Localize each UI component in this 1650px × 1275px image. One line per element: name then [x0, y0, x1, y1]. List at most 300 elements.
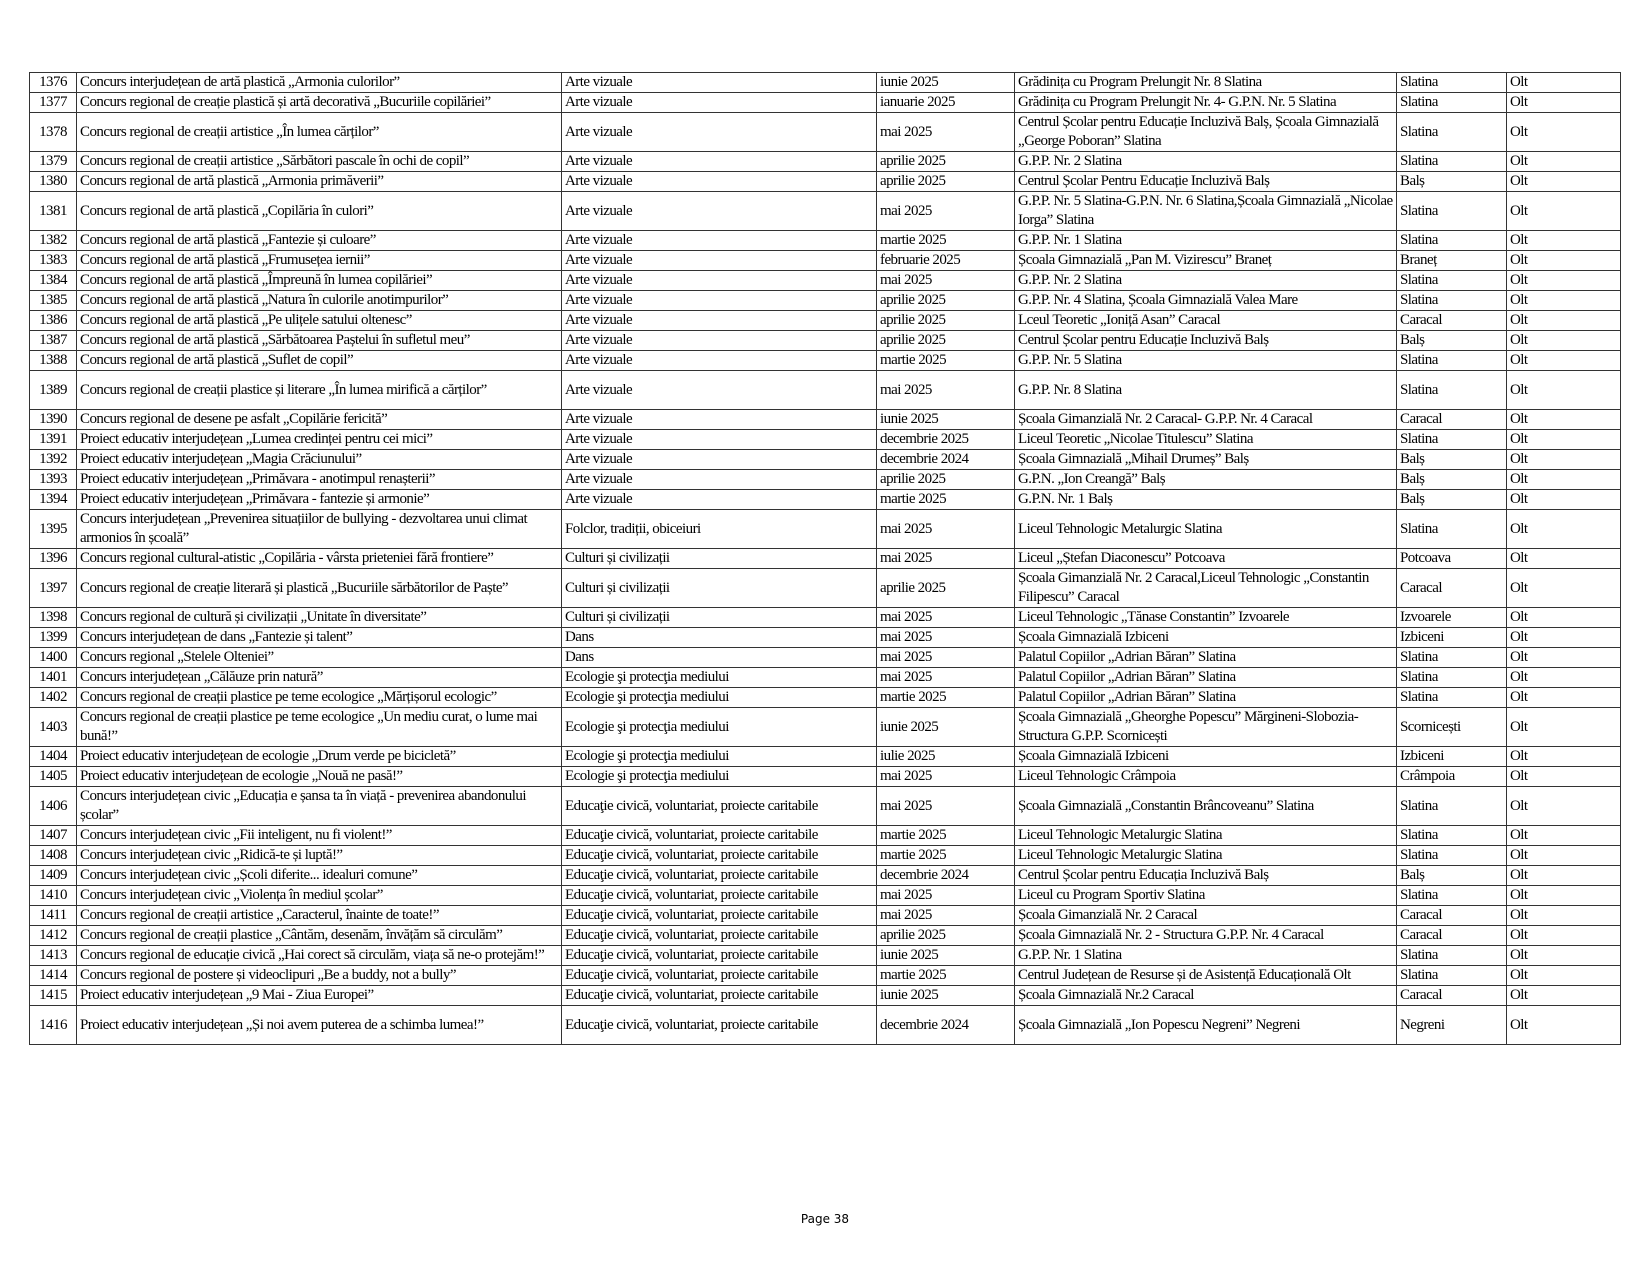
- activity-title-cell: Proiect educativ interjudețean „Magia Crăciunului”: [77, 450, 562, 470]
- period-cell: aprilie 2025: [877, 291, 1015, 311]
- table-row: [30, 787, 1621, 826]
- activity-title-cell: Concurs interjudețean civic „Școli diferite... idealuri comune”: [77, 866, 562, 886]
- locality-cell: Slatina: [1397, 688, 1507, 708]
- table-row: [30, 113, 1621, 152]
- row-number-cell: 1377: [30, 93, 77, 113]
- domain-cell: Educaţie civică, voluntariat, proiecte caritabile: [562, 926, 877, 946]
- domain-cell: Arte vizuale: [562, 450, 877, 470]
- county-cell: Olt: [1507, 371, 1621, 410]
- row-number-cell: 1395: [30, 510, 77, 549]
- organizing-institution-cell: Centrul Școlar pentru Educație Incluzivă Balș: [1015, 331, 1397, 351]
- period-cell: aprilie 2025: [877, 569, 1015, 608]
- table-row: [30, 331, 1621, 351]
- row-number-cell: 1391: [30, 430, 77, 450]
- domain-cell: Educaţie civică, voluntariat, proiecte caritabile: [562, 906, 877, 926]
- organizing-institution-cell: Școala Gimanzială Nr. 2 Caracal,Liceul Tehnologic „Constantin Filipescu” Caracal: [1015, 569, 1397, 608]
- domain-cell: Educaţie civică, voluntariat, proiecte caritabile: [562, 787, 877, 826]
- organizing-institution-cell: Liceul Tehnologic Metalurgic Slatina: [1015, 510, 1397, 549]
- period-cell: mai 2025: [877, 767, 1015, 787]
- domain-cell: Arte vizuale: [562, 73, 877, 93]
- county-cell: Olt: [1507, 271, 1621, 291]
- locality-cell: Slatina: [1397, 291, 1507, 311]
- domain-cell: Educaţie civică, voluntariat, proiecte caritabile: [562, 1006, 877, 1045]
- row-number-cell: 1403: [30, 708, 77, 747]
- county-cell: Olt: [1507, 688, 1621, 708]
- county-cell: Olt: [1507, 73, 1621, 93]
- county-cell: Olt: [1507, 886, 1621, 906]
- table-row: [30, 311, 1621, 331]
- county-cell: Olt: [1507, 826, 1621, 846]
- county-cell: Olt: [1507, 1006, 1621, 1045]
- organizing-institution-cell: G.P.P. Nr. 5 Slatina: [1015, 351, 1397, 371]
- period-cell: martie 2025: [877, 846, 1015, 866]
- table-row: [30, 510, 1621, 549]
- county-cell: Olt: [1507, 490, 1621, 510]
- row-number-cell: 1396: [30, 549, 77, 569]
- organizing-institution-cell: Școala Gimnazială „Mihail Drumeș” Balș: [1015, 450, 1397, 470]
- period-cell: mai 2025: [877, 192, 1015, 231]
- table-row: [30, 152, 1621, 172]
- activity-title-cell: Concurs regional de creații artistice „În lumea cărților”: [77, 113, 562, 152]
- table-row: [30, 569, 1621, 608]
- county-cell: Olt: [1507, 846, 1621, 866]
- county-cell: Olt: [1507, 767, 1621, 787]
- domain-cell: Arte vizuale: [562, 192, 877, 231]
- table-row: [30, 1006, 1621, 1045]
- domain-cell: Arte vizuale: [562, 251, 877, 271]
- locality-cell: Caracal: [1397, 410, 1507, 430]
- domain-cell: Ecologie şi protecţia mediului: [562, 767, 877, 787]
- table-row: [30, 688, 1621, 708]
- domain-cell: Arte vizuale: [562, 470, 877, 490]
- page-number: Page 38: [800, 1212, 850, 1226]
- domain-cell: Arte vizuale: [562, 410, 877, 430]
- organizing-institution-cell: G.P.N. „Ion Creangă” Balș: [1015, 470, 1397, 490]
- domain-cell: Ecologie şi protecţia mediului: [562, 688, 877, 708]
- organizing-institution-cell: Palatul Copiilor „Adrian Băran” Slatina: [1015, 668, 1397, 688]
- organizing-institution-cell: G.P.P. Nr. 8 Slatina: [1015, 371, 1397, 410]
- activity-title-cell: Concurs regional de creații artistice „Caracterul, înainte de toate!”: [77, 906, 562, 926]
- row-number-cell: 1410: [30, 886, 77, 906]
- table-row: [30, 351, 1621, 371]
- activity-title-cell: Concurs regional de creații plastice pe teme ecologice „Un mediu curat, o lume mai bună!”: [77, 708, 562, 747]
- county-cell: Olt: [1507, 549, 1621, 569]
- row-number-cell: 1386: [30, 311, 77, 331]
- activity-title-cell: Concurs regional de artă plastică „Frumusețea iernii”: [77, 251, 562, 271]
- organizing-institution-cell: Centrul Școlar pentru Educație Incluzivă Balș, Școala Gimnazială „George Poboran” Slatina: [1015, 113, 1397, 152]
- county-cell: Olt: [1507, 172, 1621, 192]
- locality-cell: Slatina: [1397, 668, 1507, 688]
- organizing-institution-cell: Școala Gimnazială „Gheorghe Popescu” Mărgineni-Slobozia- Structura G.P.P. Scornicești: [1015, 708, 1397, 747]
- organizing-institution-cell: G.P.P. Nr. 4 Slatina, Școala Gimnazială Valea Mare: [1015, 291, 1397, 311]
- period-cell: mai 2025: [877, 608, 1015, 628]
- locality-cell: Slatina: [1397, 648, 1507, 668]
- domain-cell: Arte vizuale: [562, 93, 877, 113]
- domain-cell: Educaţie civică, voluntariat, proiecte caritabile: [562, 846, 877, 866]
- period-cell: aprilie 2025: [877, 470, 1015, 490]
- organizing-institution-cell: G.P.N. Nr. 1 Balș: [1015, 490, 1397, 510]
- row-number-cell: 1380: [30, 172, 77, 192]
- activity-title-cell: Concurs regional de creații plastice pe teme ecologice „Mărțișorul ecologic”: [77, 688, 562, 708]
- table-row: [30, 846, 1621, 866]
- locality-cell: Slatina: [1397, 966, 1507, 986]
- county-cell: Olt: [1507, 668, 1621, 688]
- table-row: [30, 946, 1621, 966]
- organizing-institution-cell: Școala Gimnazială Nr.2 Caracal: [1015, 986, 1397, 1006]
- activity-title-cell: Concurs regional de artă plastică „Natura în culorile anotimpurilor”: [77, 291, 562, 311]
- period-cell: februarie 2025: [877, 251, 1015, 271]
- activity-title-cell: Concurs regional de cultură și civilizații „Unitate în diversitate”: [77, 608, 562, 628]
- table-row: [30, 648, 1621, 668]
- period-cell: aprilie 2025: [877, 172, 1015, 192]
- row-number-cell: 1378: [30, 113, 77, 152]
- row-number-cell: 1381: [30, 192, 77, 231]
- period-cell: mai 2025: [877, 668, 1015, 688]
- activity-title-cell: Concurs interjudețean „Călăuze prin natură”: [77, 668, 562, 688]
- table-row: [30, 371, 1621, 410]
- period-cell: iunie 2025: [877, 410, 1015, 430]
- activity-title-cell: Concurs regional de artă plastică „Armonia primăverii”: [77, 172, 562, 192]
- locality-cell: Slatina: [1397, 510, 1507, 549]
- county-cell: Olt: [1507, 351, 1621, 371]
- table-row: [30, 251, 1621, 271]
- row-number-cell: 1400: [30, 648, 77, 668]
- period-cell: decembrie 2025: [877, 430, 1015, 450]
- organizing-institution-cell: Palatul Copiilor „Adrian Băran” Slatina: [1015, 688, 1397, 708]
- table-row: [30, 906, 1621, 926]
- locality-cell: Balș: [1397, 490, 1507, 510]
- table-row: [30, 271, 1621, 291]
- domain-cell: Ecologie şi protecţia mediului: [562, 747, 877, 767]
- activity-title-cell: Concurs interjudețean civic „Violența în mediul școlar”: [77, 886, 562, 906]
- period-cell: iunie 2025: [877, 708, 1015, 747]
- organizing-institution-cell: Lceul Teoretic „Ioniță Asan” Caracal: [1015, 311, 1397, 331]
- row-number-cell: 1388: [30, 351, 77, 371]
- row-number-cell: 1379: [30, 152, 77, 172]
- domain-cell: Educaţie civică, voluntariat, proiecte caritabile: [562, 826, 877, 846]
- county-cell: Olt: [1507, 93, 1621, 113]
- period-cell: mai 2025: [877, 648, 1015, 668]
- period-cell: iulie 2025: [877, 747, 1015, 767]
- table-row: [30, 430, 1621, 450]
- period-cell: iunie 2025: [877, 986, 1015, 1006]
- organizing-institution-cell: G.P.P. Nr. 2 Slatina: [1015, 271, 1397, 291]
- organizing-institution-cell: Școala Gimnazială Izbiceni: [1015, 747, 1397, 767]
- county-cell: Olt: [1507, 430, 1621, 450]
- organizing-institution-cell: Școala Gimanzială Nr. 2 Caracal- G.P.P. Nr. 4 Caracal: [1015, 410, 1397, 430]
- locality-cell: Caracal: [1397, 906, 1507, 926]
- domain-cell: Arte vizuale: [562, 490, 877, 510]
- table-row: [30, 291, 1621, 311]
- county-cell: Olt: [1507, 450, 1621, 470]
- period-cell: mai 2025: [877, 510, 1015, 549]
- row-number-cell: 1393: [30, 470, 77, 490]
- domain-cell: Culturi și civilizații: [562, 549, 877, 569]
- period-cell: mai 2025: [877, 549, 1015, 569]
- period-cell: martie 2025: [877, 231, 1015, 251]
- domain-cell: Arte vizuale: [562, 311, 877, 331]
- period-cell: aprilie 2025: [877, 331, 1015, 351]
- locality-cell: Crâmpoia: [1397, 767, 1507, 787]
- activity-title-cell: Concurs interjudețean de artă plastică „Armonia culorilor”: [77, 73, 562, 93]
- organizing-institution-cell: Liceul Tehnologic „Tănase Constantin” Izvoarele: [1015, 608, 1397, 628]
- table-row: [30, 231, 1621, 251]
- row-number-cell: 1394: [30, 490, 77, 510]
- organizing-institution-cell: Școala Gimanzială Nr. 2 Caracal: [1015, 906, 1397, 926]
- organizing-institution-cell: Palatul Copiilor „Adrian Băran” Slatina: [1015, 648, 1397, 668]
- county-cell: Olt: [1507, 113, 1621, 152]
- activity-title-cell: Concurs interjudețean civic „Educația e șansa ta în viață - prevenirea abandonului școlar”: [77, 787, 562, 826]
- row-number-cell: 1383: [30, 251, 77, 271]
- period-cell: mai 2025: [877, 906, 1015, 926]
- table-row: [30, 966, 1621, 986]
- organizing-institution-cell: Grădinița cu Program Prelungit Nr. 8 Slatina: [1015, 73, 1397, 93]
- row-number-cell: 1414: [30, 966, 77, 986]
- locality-cell: Slatina: [1397, 93, 1507, 113]
- row-number-cell: 1409: [30, 866, 77, 886]
- activity-title-cell: Proiect educativ interjudețean „Primăvara - fantezie și armonie”: [77, 490, 562, 510]
- organizing-institution-cell: Liceul Tehnologic Metalurgic Slatina: [1015, 846, 1397, 866]
- activity-title-cell: Concurs regional de artă plastică „Fantezie și culoare”: [77, 231, 562, 251]
- locality-cell: Slatina: [1397, 152, 1507, 172]
- organizing-institution-cell: Centrul Școlar Pentru Educație Incluzivă Balș: [1015, 172, 1397, 192]
- county-cell: Olt: [1507, 410, 1621, 430]
- locality-cell: Balș: [1397, 470, 1507, 490]
- activity-title-cell: Proiect educativ interjudețean de ecologie „Drum verde pe bicicletă”: [77, 747, 562, 767]
- locality-cell: Slatina: [1397, 192, 1507, 231]
- table-row: [30, 93, 1621, 113]
- row-number-cell: 1402: [30, 688, 77, 708]
- organizing-institution-cell: G.P.P. Nr. 1 Slatina: [1015, 231, 1397, 251]
- domain-cell: Arte vizuale: [562, 371, 877, 410]
- county-cell: Olt: [1507, 866, 1621, 886]
- table-row: [30, 73, 1621, 93]
- row-number-cell: 1404: [30, 747, 77, 767]
- county-cell: Olt: [1507, 311, 1621, 331]
- organizing-institution-cell: Liceul Tehnologic Crâmpoia: [1015, 767, 1397, 787]
- county-cell: Olt: [1507, 747, 1621, 767]
- county-cell: Olt: [1507, 926, 1621, 946]
- county-cell: Olt: [1507, 648, 1621, 668]
- row-number-cell: 1390: [30, 410, 77, 430]
- period-cell: martie 2025: [877, 688, 1015, 708]
- row-number-cell: 1415: [30, 986, 77, 1006]
- table-row: [30, 866, 1621, 886]
- activity-title-cell: Concurs regional de artă plastică „Pe ulițele satului oltenesc”: [77, 311, 562, 331]
- row-number-cell: 1382: [30, 231, 77, 251]
- organizing-institution-cell: Centrul Județean de Resurse și de Asistență Educațională Olt: [1015, 966, 1397, 986]
- period-cell: aprilie 2025: [877, 152, 1015, 172]
- row-number-cell: 1405: [30, 767, 77, 787]
- organizing-institution-cell: Liceul Teoretic „Nicolae Titulescu” Slatina: [1015, 430, 1397, 450]
- locality-cell: Slatina: [1397, 271, 1507, 291]
- county-cell: Olt: [1507, 906, 1621, 926]
- locality-cell: Negreni: [1397, 1006, 1507, 1045]
- activity-title-cell: Proiect educativ interjudețean „Și noi avem puterea de a schimba lumea!”: [77, 1006, 562, 1045]
- county-cell: Olt: [1507, 986, 1621, 1006]
- activity-title-cell: Concurs regional de postere și videoclipuri „Be a buddy, not a bully”: [77, 966, 562, 986]
- locality-cell: Izbiceni: [1397, 628, 1507, 648]
- period-cell: decembrie 2024: [877, 866, 1015, 886]
- locality-cell: Scornicești: [1397, 708, 1507, 747]
- county-cell: Olt: [1507, 251, 1621, 271]
- table-row: [30, 668, 1621, 688]
- locality-cell: Slatina: [1397, 73, 1507, 93]
- period-cell: martie 2025: [877, 351, 1015, 371]
- locality-cell: Slatina: [1397, 231, 1507, 251]
- activity-title-cell: Concurs regional de desene pe asfalt „Copilărie fericită”: [77, 410, 562, 430]
- activity-title-cell: Concurs regional „Stelele Olteniei”: [77, 648, 562, 668]
- county-cell: Olt: [1507, 966, 1621, 986]
- domain-cell: Arte vizuale: [562, 291, 877, 311]
- row-number-cell: 1407: [30, 826, 77, 846]
- organizing-institution-cell: Liceul Tehnologic Metalurgic Slatina: [1015, 826, 1397, 846]
- period-cell: ianuarie 2025: [877, 93, 1015, 113]
- activity-title-cell: Concurs regional de creații plastice „Cântăm, desenăm, învățăm să circulăm”: [77, 926, 562, 946]
- row-number-cell: 1399: [30, 628, 77, 648]
- period-cell: decembrie 2024: [877, 450, 1015, 470]
- domain-cell: Arte vizuale: [562, 271, 877, 291]
- county-cell: Olt: [1507, 608, 1621, 628]
- domain-cell: Culturi și civilizații: [562, 569, 877, 608]
- domain-cell: Culturi și civilizații: [562, 608, 877, 628]
- locality-cell: Caracal: [1397, 311, 1507, 331]
- domain-cell: Educaţie civică, voluntariat, proiecte caritabile: [562, 966, 877, 986]
- row-number-cell: 1376: [30, 73, 77, 93]
- locality-cell: Izbiceni: [1397, 747, 1507, 767]
- organizing-institution-cell: Școala Gimnazială „Ion Popescu Negreni” Negreni: [1015, 1006, 1397, 1045]
- activity-title-cell: Concurs regional de creații plastice și literare „În lumea mirifică a cărților”: [77, 371, 562, 410]
- organizing-institution-cell: Școala Gimnazială „Constantin Brâncoveanu” Slatina: [1015, 787, 1397, 826]
- table-row: [30, 490, 1621, 510]
- county-cell: Olt: [1507, 291, 1621, 311]
- activity-title-cell: Concurs regional de creații artistice „Sărbători pascale în ochi de copil”: [77, 152, 562, 172]
- activity-title-cell: Concurs interjudețean de dans „Fantezie și talent”: [77, 628, 562, 648]
- locality-cell: Potcoava: [1397, 549, 1507, 569]
- domain-cell: Arte vizuale: [562, 331, 877, 351]
- activity-title-cell: Concurs regional de artă plastică „Copilăria în culori”: [77, 192, 562, 231]
- activity-title-cell: Concurs regional de artă plastică „Suflet de copil”: [77, 351, 562, 371]
- domain-cell: Arte vizuale: [562, 113, 877, 152]
- table-body: [30, 73, 1621, 1045]
- locality-cell: Slatina: [1397, 113, 1507, 152]
- organizing-institution-cell: Școala Gimnazială „Pan M. Vizirescu” Braneț: [1015, 251, 1397, 271]
- county-cell: Olt: [1507, 231, 1621, 251]
- activity-title-cell: Proiect educativ interjudețean „Lumea credinței pentru cei mici”: [77, 430, 562, 450]
- organizing-institution-cell: Grădinița cu Program Prelungit Nr. 4- G.P.N. Nr. 5 Slatina: [1015, 93, 1397, 113]
- county-cell: Olt: [1507, 470, 1621, 490]
- table-row: [30, 628, 1621, 648]
- row-number-cell: 1389: [30, 371, 77, 410]
- domain-cell: Educaţie civică, voluntariat, proiecte caritabile: [562, 886, 877, 906]
- row-number-cell: 1385: [30, 291, 77, 311]
- table-row: [30, 410, 1621, 430]
- period-cell: iunie 2025: [877, 73, 1015, 93]
- row-number-cell: 1397: [30, 569, 77, 608]
- organizing-institution-cell: G.P.P. Nr. 2 Slatina: [1015, 152, 1397, 172]
- row-number-cell: 1398: [30, 608, 77, 628]
- county-cell: Olt: [1507, 787, 1621, 826]
- locality-cell: Slatina: [1397, 371, 1507, 410]
- row-number-cell: 1413: [30, 946, 77, 966]
- activity-title-cell: Concurs regional de creație literară și plastică „Bucuriile sărbătorilor de Paște”: [77, 569, 562, 608]
- organizing-institution-cell: G.P.P. Nr. 5 Slatina-G.P.N. Nr. 6 Slatina,Școala Gimnazială „Nicolae Iorga” Slatina: [1015, 192, 1397, 231]
- activity-title-cell: Concurs regional de educație civică „Hai corect să circulăm, viața să ne-o protejăm!”: [77, 946, 562, 966]
- table-row: [30, 192, 1621, 231]
- organizing-institution-cell: Liceul „Ștefan Diaconescu” Potcoava: [1015, 549, 1397, 569]
- county-cell: Olt: [1507, 569, 1621, 608]
- table-row: [30, 926, 1621, 946]
- organizing-institution-cell: Școala Gimnazială Nr. 2 - Structura G.P.P. Nr. 4 Caracal: [1015, 926, 1397, 946]
- locality-cell: Caracal: [1397, 986, 1507, 1006]
- activity-title-cell: Concurs interjudețean civic „Fii inteligent, nu fi violent!”: [77, 826, 562, 846]
- activity-title-cell: Concurs interjudețean „Prevenirea situațiilor de bullying - dezvoltarea unui climat armonios în școală”: [77, 510, 562, 549]
- table-row: [30, 172, 1621, 192]
- locality-cell: Balș: [1397, 331, 1507, 351]
- locality-cell: Slatina: [1397, 886, 1507, 906]
- period-cell: mai 2025: [877, 113, 1015, 152]
- domain-cell: Arte vizuale: [562, 351, 877, 371]
- domain-cell: Arte vizuale: [562, 152, 877, 172]
- activity-title-cell: Proiect educativ interjudețean de ecologie „Nouă ne pasă!”: [77, 767, 562, 787]
- locality-cell: Slatina: [1397, 351, 1507, 371]
- locality-cell: Slatina: [1397, 946, 1507, 966]
- row-number-cell: 1408: [30, 846, 77, 866]
- activity-title-cell: Concurs regional de artă plastică „Împreună în lumea copilăriei”: [77, 271, 562, 291]
- county-cell: Olt: [1507, 628, 1621, 648]
- county-cell: Olt: [1507, 946, 1621, 966]
- domain-cell: Educaţie civică, voluntariat, proiecte caritabile: [562, 986, 877, 1006]
- table-row: [30, 826, 1621, 846]
- activity-title-cell: Concurs regional de creație plastică și artă decorativă „Bucuriile copilăriei”: [77, 93, 562, 113]
- row-number-cell: 1412: [30, 926, 77, 946]
- domain-cell: Educaţie civică, voluntariat, proiecte caritabile: [562, 866, 877, 886]
- row-number-cell: 1392: [30, 450, 77, 470]
- locality-cell: Braneț: [1397, 251, 1507, 271]
- locality-cell: Balș: [1397, 450, 1507, 470]
- domain-cell: Educaţie civică, voluntariat, proiecte caritabile: [562, 946, 877, 966]
- organizing-institution-cell: Liceul cu Program Sportiv Slatina: [1015, 886, 1397, 906]
- period-cell: martie 2025: [877, 490, 1015, 510]
- locality-cell: Slatina: [1397, 430, 1507, 450]
- domain-cell: Arte vizuale: [562, 430, 877, 450]
- organizing-institution-cell: G.P.P. Nr. 1 Slatina: [1015, 946, 1397, 966]
- domain-cell: Folclor, tradiții, obiceiuri: [562, 510, 877, 549]
- county-cell: Olt: [1507, 152, 1621, 172]
- table-row: [30, 549, 1621, 569]
- locality-cell: Slatina: [1397, 787, 1507, 826]
- table-row: [30, 886, 1621, 906]
- county-cell: Olt: [1507, 708, 1621, 747]
- period-cell: martie 2025: [877, 826, 1015, 846]
- activity-title-cell: Proiect educativ interjudețean „Primăvara - anotimpul renașterii”: [77, 470, 562, 490]
- domain-cell: Ecologie şi protecţia mediului: [562, 668, 877, 688]
- activity-title-cell: Concurs regional de artă plastică „Sărbătoarea Paștelui în sufletul meu”: [77, 331, 562, 351]
- table-row: [30, 986, 1621, 1006]
- activity-title-cell: Concurs interjudețean civic „Ridică-te și luptă!”: [77, 846, 562, 866]
- county-cell: Olt: [1507, 510, 1621, 549]
- locality-cell: Slatina: [1397, 826, 1507, 846]
- organizing-institution-cell: Centrul Școlar pentru Educația Incluzivă Balș: [1015, 866, 1397, 886]
- domain-cell: Arte vizuale: [562, 231, 877, 251]
- organizing-institution-cell: Școala Gimnazială Izbiceni: [1015, 628, 1397, 648]
- period-cell: mai 2025: [877, 886, 1015, 906]
- table-row: [30, 767, 1621, 787]
- table-row: [30, 747, 1621, 767]
- domain-cell: Arte vizuale: [562, 172, 877, 192]
- locality-cell: Caracal: [1397, 569, 1507, 608]
- table-row: [30, 708, 1621, 747]
